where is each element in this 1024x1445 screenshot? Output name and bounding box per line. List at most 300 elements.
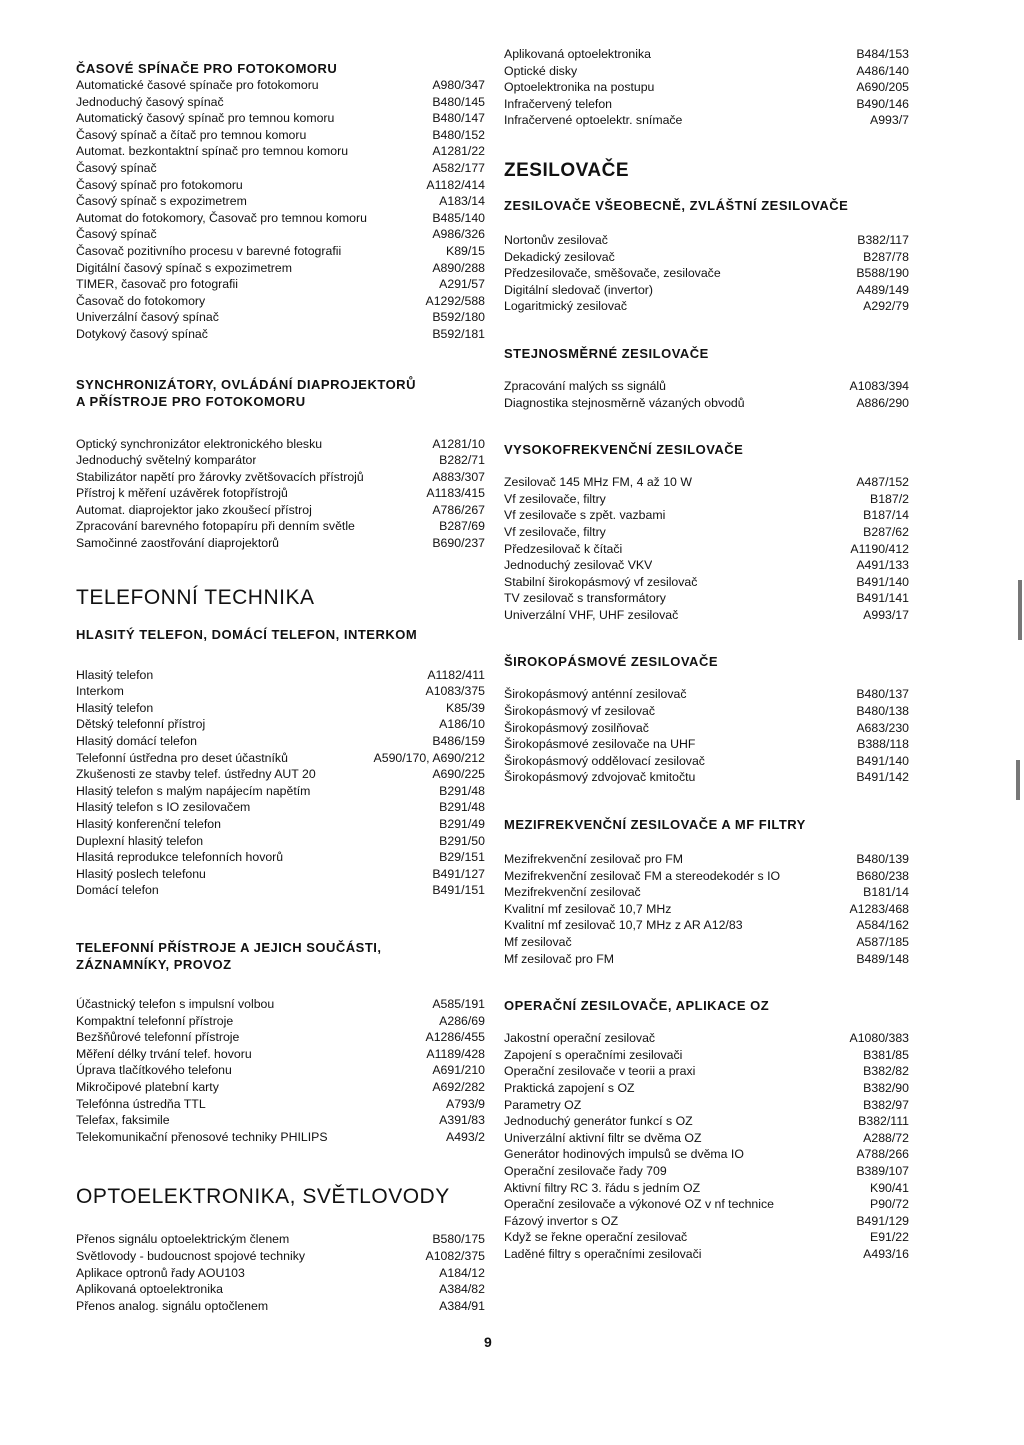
list-item — [76, 783, 485, 800]
heading-line: SYNCHRONIZÁTORY, OVLÁDÁNÍ DIAPROJEKTORŮ — [76, 376, 416, 392]
list-item — [504, 1130, 909, 1147]
list-item — [76, 750, 485, 767]
entry-title: Praktická zapojení s OZ — [504, 1080, 635, 1095]
entry-list — [504, 686, 909, 786]
entry-reference: A980/347 — [432, 78, 485, 92]
entry-title: Hlasitý konferenční telefon — [76, 817, 221, 831]
entry-reference: B580/175 — [432, 1232, 485, 1247]
entry-reference: A1182/411 — [427, 667, 485, 682]
entry-title: Domácí telefon — [76, 883, 159, 898]
list-item — [76, 177, 485, 194]
entry-reference: B187/2 — [870, 491, 909, 506]
section-heading-operacni-zesilovace-aplikace-oz — [504, 997, 909, 1014]
entry-title: Interkom — [76, 684, 124, 699]
list-item — [76, 1265, 485, 1282]
entry-reference: B485/140 — [432, 210, 485, 225]
entry-title: Když se řekne operační zesilovač — [504, 1230, 688, 1245]
entry-list — [76, 667, 485, 899]
list-item — [504, 282, 909, 299]
heading-line: OPERAČNÍ ZESILOVAČE, APLIKACE OZ — [504, 998, 770, 1014]
entry-reference: A793/9 — [446, 1096, 485, 1111]
list-item — [504, 1246, 909, 1263]
entry-reference: B291/49 — [439, 817, 485, 831]
entry-reference: B480/152 — [432, 127, 485, 142]
heading-line: OPTOELEKTRONIKA, SVĚTLOVODY — [76, 1185, 450, 1209]
list-item — [76, 1231, 485, 1248]
section-heading-telefonni-technika — [76, 586, 485, 610]
entry-reference: B291/50 — [439, 833, 485, 848]
entry-title: TV zesilovač s transformátory — [504, 591, 666, 606]
entry-title: Telekomunikační přenosové techniky PHILIPS — [76, 1129, 328, 1144]
entry-title: Časový spínač a čítač pro temnou komoru — [76, 127, 307, 142]
list-item — [504, 1080, 909, 1097]
entry-reference: B491/151 — [432, 883, 485, 898]
heading-line: A PŘÍSTROJE PRO FOTOKOMORU — [76, 393, 306, 409]
entry-title: Optoelektronika na postupu — [504, 80, 655, 95]
list-item — [504, 686, 909, 703]
entry-reference: A1283/468 — [849, 901, 909, 916]
entry-title: Mezifrekvenční zesilovač FM a stereodekodér s IO — [504, 868, 781, 883]
list-item — [76, 1079, 485, 1096]
entry-title: Mezifrekvenční zesilovač — [504, 885, 641, 900]
list-item — [504, 395, 909, 412]
entry-reference: B282/71 — [439, 453, 485, 468]
entry-title: Přenos analog. signálu optočlenem — [76, 1298, 269, 1313]
entry-reference: B287/78 — [863, 249, 909, 264]
list-item — [76, 1112, 485, 1129]
entry-title: Bezšňůrové telefonní přístroje — [76, 1030, 240, 1045]
list-item — [504, 1047, 909, 1064]
entry-title: Předzesilovač k čítači — [504, 541, 623, 556]
list-item — [504, 851, 909, 868]
list-item — [504, 703, 909, 720]
entry-reference: A1292/588 — [425, 293, 485, 308]
entry-title: Časovač pozitivního procesu v barevné fotografii — [76, 243, 342, 258]
list-item — [504, 524, 909, 541]
entry-reference: A384/91 — [439, 1298, 485, 1313]
entry-title: Předzesilovače, směšovače, zesilovače — [504, 266, 721, 281]
entry-title: Zapojení s operačními zesilovači — [504, 1047, 683, 1062]
list-item — [504, 607, 909, 624]
section-heading-telefonni-pristroje-a-jejich-soucasti — [76, 939, 485, 973]
entry-title: Hlasitý poslech telefonu — [76, 866, 206, 881]
list-item — [504, 590, 909, 607]
entry-title: Hlasitý telefon — [76, 700, 154, 715]
list-item — [76, 309, 485, 326]
entry-reference: A1189/428 — [426, 1046, 485, 1061]
entry-title: Aplikace optronů řady AOU103 — [76, 1265, 245, 1280]
list-item — [76, 700, 485, 717]
page-number: 9 — [484, 1334, 492, 1350]
entry-title: Měření délky trvání telef. hovoru — [76, 1046, 252, 1061]
right-column — [504, 46, 909, 1263]
entry-reference: B181/14 — [863, 885, 909, 900]
list-item — [76, 716, 485, 733]
section-heading-synchronizatory-ovladani-diaprojektoru — [76, 376, 485, 410]
list-item — [504, 934, 909, 951]
list-item — [504, 79, 909, 96]
entry-title: Časovač do fotokomory — [76, 293, 206, 308]
entry-list — [504, 378, 909, 411]
section-heading-hlasity-telefon-domaci-telefon-interkom — [76, 626, 485, 643]
entry-title: Mezifrekvenční zesilovač pro FM — [504, 852, 684, 867]
section-heading-stejnosmerne-zesilovace — [504, 345, 909, 362]
list-item — [76, 849, 485, 866]
entry-reference: B491/129 — [856, 1213, 909, 1228]
entry-title: Širokopásmový zdvojovač kmitočtu — [504, 770, 696, 785]
entry-list — [76, 436, 485, 552]
list-item — [76, 160, 485, 177]
entry-reference: A286/69 — [439, 1013, 485, 1028]
entry-reference: B291/48 — [439, 800, 485, 815]
entry-reference: A487/152 — [856, 475, 909, 490]
entry-reference: A384/82 — [439, 1282, 485, 1297]
entry-title: Zpracování barevného fotopapíru při denním světle — [76, 519, 355, 534]
left-column — [76, 46, 485, 1314]
entry-reference: A292/79 — [863, 299, 909, 314]
entry-reference: B480/139 — [856, 852, 909, 867]
heading-line: ZÁZNAMNÍKY, PROVOZ — [76, 956, 232, 972]
list-item — [76, 833, 485, 850]
entry-reference: B592/180 — [432, 310, 485, 325]
entry-title: Zkušenosti ze stavby telef. ústředny AUT 20 — [76, 767, 316, 782]
entry-reference: B480/147 — [432, 111, 485, 126]
list-item — [504, 1180, 909, 1197]
entry-reference: A690/205 — [856, 80, 909, 95]
entry-reference: A1190/412 — [850, 541, 909, 556]
list-item — [504, 46, 909, 63]
entry-title: Optické disky — [504, 63, 578, 78]
list-item — [76, 683, 485, 700]
entry-title: Jednoduchý časový spínač — [76, 94, 224, 109]
entry-title: Aktivní filtry RC 3. řádu s jedním OZ — [504, 1180, 701, 1195]
entry-title: Hlasitý telefon — [76, 667, 154, 682]
list-item — [504, 232, 909, 249]
list-item — [504, 736, 909, 753]
entry-reference: B680/238 — [856, 868, 909, 883]
entry-title: Širokopásmový zosilňovač — [504, 720, 649, 735]
entry-title: Automatické časové spínače pro fotokomoru — [76, 78, 319, 92]
entry-title: Dotykový časový spínač — [76, 326, 208, 341]
entry-title: Automat do fotokomory, Časovač pro temnou komoru — [76, 210, 367, 225]
entry-reference: A582/177 — [432, 160, 485, 175]
list-item — [504, 574, 909, 591]
heading-line: ČASOVÉ SPÍNAČE PRO FOTOKOMORU — [76, 61, 338, 76]
edge-mark — [1016, 760, 1020, 800]
entry-title: Hlasitý domácí telefon — [76, 734, 197, 749]
list-item — [76, 1096, 485, 1113]
entry-reference: A585/191 — [432, 996, 485, 1011]
list-item — [504, 720, 909, 737]
entry-title: Zesilovač 145 MHz FM, 4 až 10 W — [504, 475, 692, 490]
entry-title: Mf zesilovač pro FM — [504, 951, 615, 966]
entry-reference: A587/185 — [856, 935, 909, 949]
entry-reference: A1082/375 — [425, 1248, 485, 1263]
heading-line: TELEFONNÍ PŘÍSTROJE A JEJICH SOUČÁSTI, — [76, 939, 382, 955]
list-item — [76, 276, 485, 293]
entry-list — [504, 46, 909, 129]
entry-reference: B480/145 — [432, 94, 485, 109]
entry-title: Operační zesilovače řady 709 — [504, 1163, 667, 1178]
entry-reference: A491/133 — [856, 558, 909, 573]
entry-title: Časový spínač s expozimetrem — [76, 194, 247, 209]
list-item — [76, 535, 485, 552]
entry-reference: B484/153 — [856, 47, 909, 61]
entry-reference: B381/85 — [863, 1047, 909, 1062]
list-item — [76, 1129, 485, 1146]
list-item — [76, 77, 485, 94]
list-item — [504, 96, 909, 113]
list-item — [504, 557, 909, 574]
list-item — [76, 143, 485, 160]
list-item — [504, 265, 909, 282]
entry-title: Stabilizátor napětí pro žárovky zvětšovacích přístrojů — [76, 469, 364, 484]
section-heading-optoelektronika-svetlovody — [76, 1185, 485, 1209]
entry-title: Jakostní operační zesilovač — [504, 1031, 656, 1046]
entry-title: Časový spínač pro fotokomoru — [76, 177, 243, 192]
entry-title: Operační zesilovače a výkonové OZ v nf technice — [504, 1197, 774, 1212]
entry-title: Digitální časový spínač s expozimetrem — [76, 260, 292, 275]
entry-reference: A288/72 — [863, 1130, 909, 1145]
entry-title: Širokopásmový oddělovací zesilovač — [504, 753, 705, 768]
entry-reference: B287/69 — [439, 519, 485, 534]
entry-reference: A890/288 — [432, 260, 485, 275]
list-item — [504, 769, 909, 786]
list-item — [76, 1029, 485, 1046]
list-item — [504, 1097, 909, 1114]
list-item — [76, 502, 485, 519]
entry-title: Hlasitý telefon s IO zesilovačem — [76, 800, 251, 815]
entry-title: Nortonův zesilovač — [504, 232, 608, 247]
entry-reference: A590/170, A690/212 — [373, 750, 485, 765]
entry-reference: B382/111 — [858, 1114, 909, 1129]
list-item — [76, 733, 485, 750]
entry-reference: A786/267 — [432, 502, 485, 517]
entry-reference: B382/97 — [863, 1097, 909, 1112]
list-item — [76, 766, 485, 783]
list-item — [504, 249, 909, 266]
list-item — [504, 298, 909, 315]
entry-title: Samočinné zaostřování diaprojektorů — [76, 536, 280, 551]
section-heading-sirokopasmove-zesilovace — [504, 653, 909, 670]
entry-title: Časový spínač — [76, 227, 157, 242]
entry-reference: A683/230 — [856, 720, 909, 735]
list-item — [504, 541, 909, 558]
list-item — [76, 226, 485, 243]
entry-title: Jednoduchý generátor funkcí s OZ — [504, 1114, 693, 1129]
entry-title: Mf zesilovač — [504, 935, 572, 949]
edge-mark — [1018, 580, 1022, 640]
entry-title: Univerzální aktivní filtr se dvěma OZ — [504, 1130, 702, 1145]
list-item — [76, 799, 485, 816]
entry-reference: P90/72 — [870, 1197, 909, 1212]
entry-reference: A291/57 — [439, 277, 485, 292]
entry-title: Účastnický telefon s impulsní volbou — [76, 996, 275, 1011]
list-item — [504, 1196, 909, 1213]
entry-reference: B489/148 — [856, 951, 909, 966]
entry-title: Automat. diaprojektor jako zkoušecí přístroj — [76, 502, 312, 517]
list-item — [504, 1030, 909, 1047]
list-item — [76, 1013, 485, 1030]
entry-reference: A584/162 — [856, 918, 909, 933]
list-item — [76, 469, 485, 486]
list-item — [76, 866, 485, 883]
list-item — [504, 951, 909, 968]
entry-title: Dětský telefonní přístroj — [76, 717, 206, 732]
entry-title: Širokopásmový vf zesilovač — [504, 704, 656, 719]
list-item — [76, 1298, 485, 1315]
entry-title: Časový spínač — [76, 160, 157, 175]
entry-title: Stabilní širokopásmový vf zesilovač — [504, 574, 698, 589]
list-item — [76, 996, 485, 1013]
entry-title: Logaritmický zesilovač — [504, 299, 628, 314]
entry-title: TIMER, časovač pro fotografii — [76, 277, 238, 292]
entry-reference: B480/137 — [856, 687, 909, 702]
entry-title: Digitální sledovač (invertor) — [504, 282, 653, 297]
entry-title: Telefónna ústredňa TTL — [76, 1096, 206, 1111]
list-item — [504, 378, 909, 395]
list-item — [76, 1281, 485, 1298]
heading-line: TELEFONNÍ TECHNIKA — [76, 585, 315, 609]
heading-line: ZESILOVAČE — [504, 159, 629, 181]
entry-title: Jednoduchý světelný komparátor — [76, 453, 257, 468]
entry-reference: B287/62 — [863, 524, 909, 539]
entry-reference: A986/326 — [432, 227, 485, 242]
list-item — [76, 667, 485, 684]
list-item — [76, 260, 485, 277]
section-heading-zesilovace-vseobecne-zvlastni-zesilovace — [504, 197, 909, 214]
entry-title: Širokopásmový anténní zesilovač — [504, 687, 687, 702]
list-item — [76, 243, 485, 260]
entry-title: Operační zesilovače v teorii a praxi — [504, 1064, 696, 1079]
list-item — [504, 1163, 909, 1180]
entry-reference: B491/127 — [432, 866, 485, 881]
entry-title: Univerzální VHF, UHF zesilovač — [504, 607, 679, 622]
entry-title: Kvalitní mf zesilovač 10,7 MHz z AR A12/83 — [504, 918, 743, 933]
list-item — [76, 485, 485, 502]
entry-title: Světlovody - budoucnost spojové techniky — [76, 1248, 305, 1263]
entry-reference: B588/190 — [856, 266, 909, 281]
entry-title: Jednoduchý zesilovač VKV — [504, 558, 653, 573]
entry-reference: A1183/415 — [426, 486, 485, 501]
list-item — [76, 1046, 485, 1063]
list-item — [504, 1213, 909, 1230]
entry-title: Úprava tlačítkového telefonu — [76, 1063, 232, 1078]
list-item — [504, 1146, 909, 1163]
section-heading-vysokofrekvencni-zesilovace — [504, 441, 909, 458]
entry-reference: A1286/455 — [425, 1030, 485, 1045]
list-item — [76, 436, 485, 453]
entry-title: Vf zesilovače, filtry — [504, 524, 606, 539]
entry-reference: B388/118 — [857, 737, 909, 752]
entry-reference: K89/15 — [446, 243, 485, 258]
entry-title: Infračervené optoelektr. snímače — [504, 113, 683, 128]
entry-title: Infračervený telefon — [504, 96, 613, 111]
entry-title: Parametry OZ — [504, 1097, 582, 1112]
entry-title: Hlasitý telefon s malým napájecím napětím — [76, 783, 311, 798]
entry-reference: A493/16 — [863, 1246, 909, 1261]
entry-reference: A690/225 — [432, 767, 485, 782]
entry-title: Diagnostika stejnosměrně vázaných obvodů — [504, 395, 745, 410]
entry-reference: B491/141 — [856, 591, 909, 606]
entry-reference: B382/90 — [863, 1080, 909, 1095]
entry-list — [76, 996, 485, 1145]
entry-reference: A493/2 — [446, 1129, 485, 1144]
heading-line: MEZIFREKVENČNÍ ZESILOVAČE A MF FILTRY — [504, 817, 806, 833]
entry-title: Duplexní hlasitý telefon — [76, 833, 204, 848]
entry-reference: A1080/383 — [849, 1031, 909, 1046]
entry-title: Telefonní ústředna pro deset účastníků — [76, 750, 288, 765]
list-item — [504, 753, 909, 770]
entry-list — [76, 1231, 485, 1314]
entry-list — [76, 77, 485, 343]
entry-list — [504, 474, 909, 623]
heading-line: VYSOKOFREKVENČNÍ ZESILOVAČE — [504, 442, 744, 458]
entry-list — [504, 232, 909, 315]
list-item — [76, 127, 485, 144]
entry-list — [504, 1030, 909, 1262]
entry-reference: K90/41 — [870, 1180, 909, 1195]
entry-title: Univerzální časový spínač — [76, 310, 219, 325]
entry-reference: A993/7 — [870, 113, 909, 128]
entry-reference: B291/48 — [439, 783, 485, 798]
entry-title: Širokopásmové zesilovače na UHF — [504, 737, 696, 752]
entry-reference: A186/10 — [439, 717, 485, 732]
heading-line: ZESILOVAČE VŠEOBECNĚ, ZVLÁŠTNÍ ZESILOVAČE — [504, 197, 849, 213]
entry-title: Generátor hodinových impulsů se dvěma IO — [504, 1147, 744, 1162]
section-heading-zesilovace — [504, 159, 909, 183]
entry-list — [504, 851, 909, 967]
entry-reference: A886/290 — [856, 395, 909, 410]
entry-reference: B382/82 — [863, 1064, 909, 1079]
list-item — [76, 1062, 485, 1079]
entry-title: Aplikovaná optoelektronika — [504, 47, 651, 61]
entry-reference: B187/14 — [863, 508, 909, 523]
list-item — [504, 917, 909, 934]
list-item — [504, 474, 909, 491]
entry-reference: B491/140 — [856, 753, 909, 768]
entry-reference: A1083/394 — [849, 378, 909, 393]
entry-reference: B690/237 — [432, 536, 485, 551]
entry-reference: B491/140 — [856, 574, 909, 589]
list-item — [76, 326, 485, 343]
list-item — [504, 1063, 909, 1080]
list-item — [76, 518, 485, 535]
entry-title: Automat. bezkontaktní spínač pro temnou komoru — [76, 144, 349, 159]
heading-line: STEJNOSMĚRNÉ ZESILOVAČE — [504, 345, 709, 361]
list-item — [76, 110, 485, 127]
list-item — [504, 1113, 909, 1130]
list-item — [76, 210, 485, 227]
heading-line: HLASITÝ TELEFON, DOMÁCÍ TELEFON, INTERKOM — [76, 626, 418, 642]
entry-title: Vf zesilovače, filtry — [504, 491, 606, 506]
entry-title: Přenos signálu optoelektrickým členem — [76, 1232, 290, 1247]
entry-reference: B29/151 — [439, 850, 485, 865]
entry-title: Kvalitní mf zesilovač 10,7 MHz — [504, 901, 672, 916]
list-item — [76, 882, 485, 899]
list-item — [504, 491, 909, 508]
list-item — [76, 452, 485, 469]
entry-reference: B389/107 — [856, 1163, 909, 1178]
entry-reference: E91/22 — [870, 1230, 909, 1245]
entry-reference: B486/159 — [432, 734, 485, 749]
entry-reference: K85/39 — [446, 700, 485, 715]
entry-title: Telefax, faksimile — [76, 1113, 170, 1128]
entry-reference: A692/282 — [432, 1079, 485, 1094]
list-item — [504, 884, 909, 901]
entry-title: Fázový invertor s OZ — [504, 1213, 619, 1228]
entry-title: Automatický časový spínač pro temnou komoru — [76, 111, 335, 126]
